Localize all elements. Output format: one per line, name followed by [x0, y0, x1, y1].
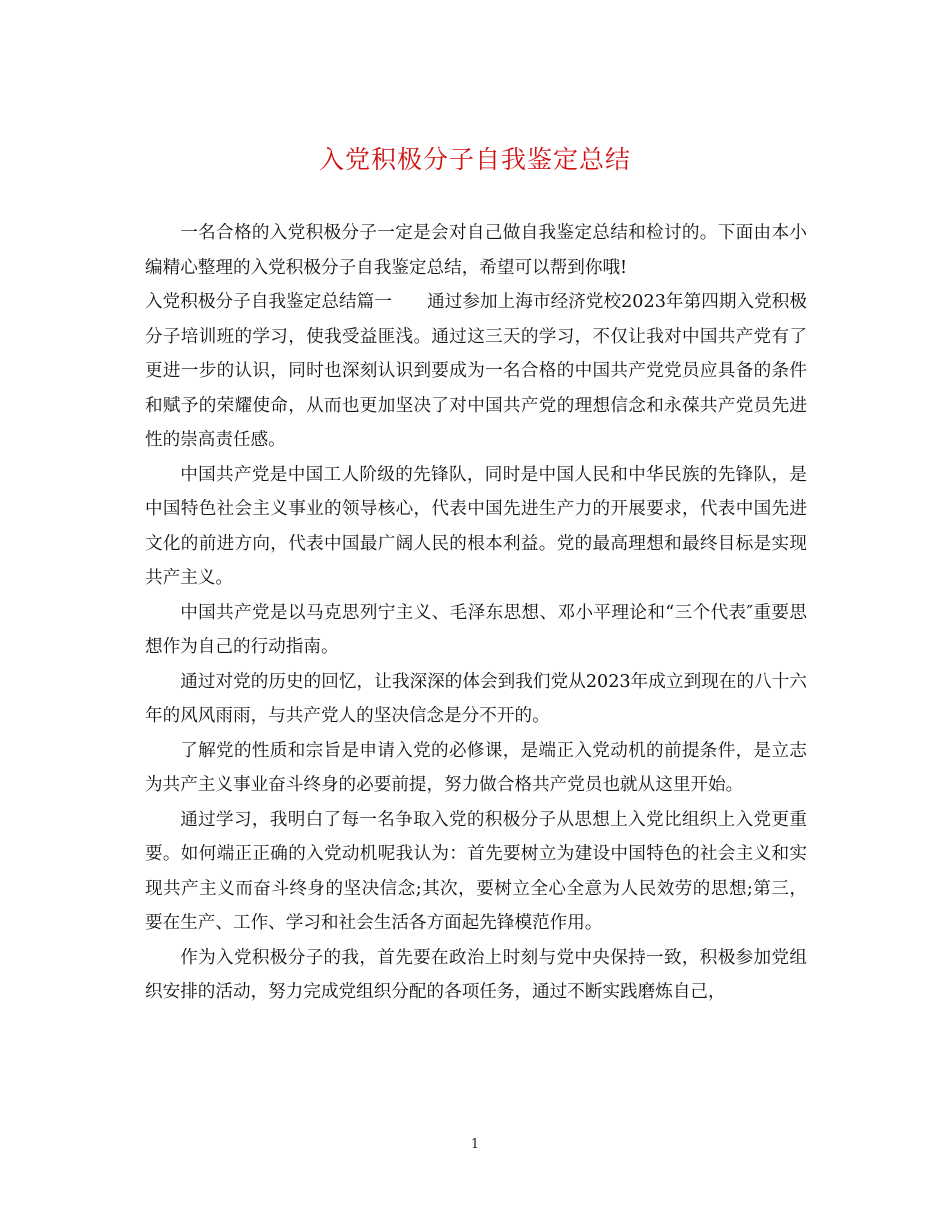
section-paragraph	[145, 285, 807, 458]
intro-paragraph: 一名合格的入党积极分子一定是会对自己做自我鉴定总结和检讨的。下面由本小编精心整理的入党积极分子自我鉴定总结，希望可以帮到你哦!	[145, 223, 807, 278]
body-paragraph: 作为入党积极分子的我，首先要在政治上时刻与党中央保持一致，积极参加党组织安排的活动，努力完成党组织分配的各项任务，通过不断实践磨炼自己，	[145, 947, 807, 1002]
page-number: 1	[470, 1137, 480, 1152]
section-heading: 入党积极分子自我鉴定总结篇一	[145, 292, 392, 312]
section-first-text: 通过参加上海市经济党校2023年第四期入党积极分子培训班的学习，使我受益匪浅。通过这三天的学习，不仅让我对中国共产党有了更进一步的认识，同时也深刻认识到要成为一名合格的中国共产党党员应具备的条件和赋予的荣耀使命，从而也更加坚决了对中国共产党的理想信念和永葆共产党员先进性的崇高责任感。	[145, 292, 807, 450]
body-paragraph: 通过学习，我明白了每一名争取入党的积极分子从思想上入党比组织上入党更重要。如何端正正确的入党动机呢我认为：首先要树立为建设中国特色的社会主义和实现共产主义而奋斗终身的坚决信念;其次，要树立全心全意为人民效劳的思想;第三，要在生产、工作、学习和社会生活各方面起先锋模范作用。	[145, 809, 807, 933]
body-paragraph: 了解党的性质和宗旨是申请入党的必修课，是端正入党动机的前提条件，是立志为共产主义事业奋斗终身的必要前提，努力做合格共产党员也就从这里开始。	[145, 740, 807, 795]
body-paragraph: 中国共产党是中国工人阶级的先锋队，同时是中国人民和中华民族的先锋队，是中国特色社会主义事业的领导核心，代表中国先进生产力的开展要求，代表中国先进文化的前进方向，代表中国最广阔人民的根本利益。党的最高理想和最终目标是实现共产主义。	[145, 464, 807, 588]
document-body	[145, 216, 807, 1010]
body-paragraph: 中国共产党是以马克思列宁主义、毛泽东思想、邓小平理论和“三个代表″重要思想作为自己的行动指南。	[145, 602, 807, 657]
document-title: 入党积极分子自我鉴定总结	[318, 145, 631, 174]
body-paragraph: 通过对党的历史的回忆，让我深深的体会到我们党从2023年成立到现在的八十六年的风风雨雨，与共产党人的坚决信念是分不开的。	[145, 671, 807, 726]
